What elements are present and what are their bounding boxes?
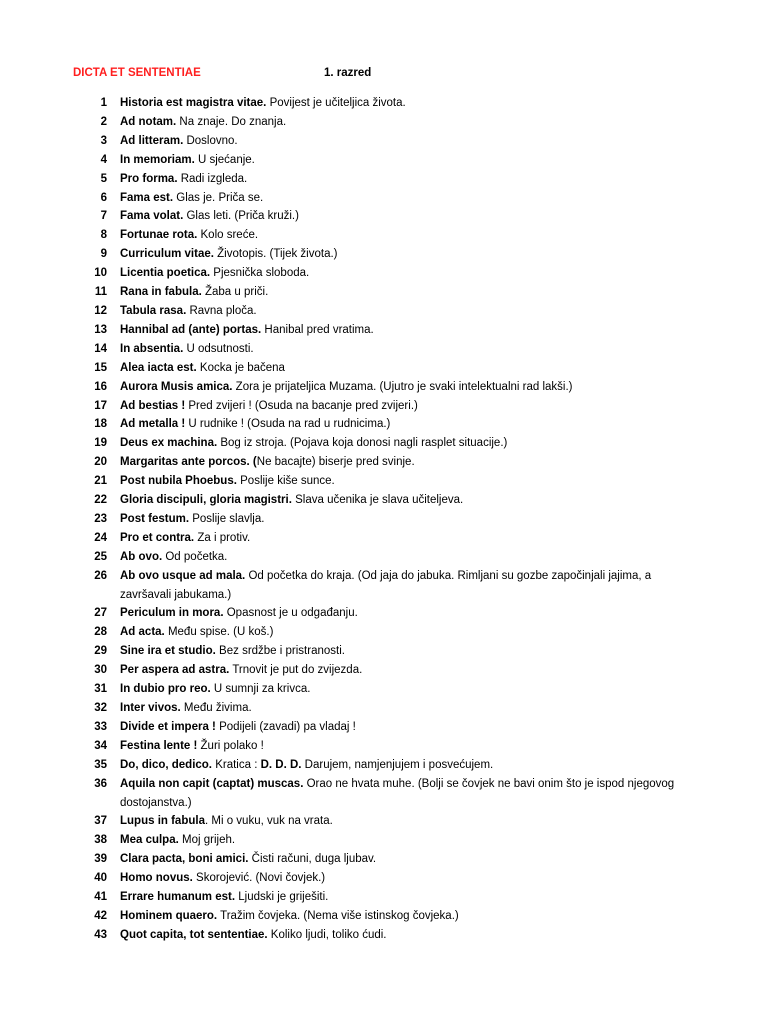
item-number: 31 (94, 683, 107, 696)
item-number: 11 (94, 286, 107, 299)
item-number: 33 (94, 720, 107, 733)
item-text (120, 907, 695, 926)
item-text (120, 207, 695, 226)
latin-phrase: Ad litteram. (120, 134, 184, 147)
list-item (0, 189, 768, 208)
latin-phrase: Aquila non capit (captat) muscas. (120, 777, 304, 790)
latin-phrase: Post festum. (120, 512, 190, 525)
translation: U rudnike ! (Osuda na rad u rudnicima.) (185, 418, 391, 431)
latin-phrase: Pro et contra. (120, 531, 195, 544)
item-number: 26 (94, 569, 107, 582)
latin-phrase: Ab ovo. (120, 550, 163, 563)
list-item (0, 94, 768, 113)
item-number: 6 (100, 191, 107, 204)
item-text (120, 151, 695, 170)
list-item (0, 623, 768, 642)
latin-phrase: Ad acta. (120, 626, 165, 639)
latin-phrase: Ad metalla ! (120, 418, 186, 431)
item-number: 2 (100, 115, 107, 128)
item-text (120, 434, 695, 453)
item-number: 18 (94, 418, 107, 431)
translation: Kolo sreće. (197, 229, 259, 242)
list-item (0, 737, 768, 756)
item-number: 14 (94, 342, 107, 355)
latin-phrase: Fama volat. (120, 210, 184, 223)
latin-phrase: Rana in fabula. (120, 286, 202, 299)
translation: Zora je prijateljica Muzama. (Ujutro je svaki intelektualni rad lakši.) (232, 380, 573, 393)
translation: Za i protiv. (194, 531, 251, 544)
list-item (0, 812, 768, 831)
translation: Bog iz stroja. (Pojava koja donosi nagli rasplet situacije.) (217, 437, 508, 450)
list-item (0, 340, 768, 359)
item-text (120, 812, 695, 831)
list-item (0, 869, 768, 888)
translation: Radi izgleda. (177, 172, 248, 185)
list-item (0, 529, 768, 548)
document-header (73, 67, 693, 83)
item-number: 21 (94, 475, 107, 488)
item-number: 16 (94, 380, 107, 393)
latin-phrase: In dubio pro reo. (120, 683, 211, 696)
item-number: 12 (94, 304, 107, 317)
translation: Bez srdžbe i pristranosti. (215, 645, 345, 658)
latin-phrase: Gloria discipuli, gloria magistri. (120, 494, 292, 507)
item-text (120, 132, 695, 151)
list-item (0, 132, 768, 151)
latin-phrase: Ab ovo usque ad mala. (120, 569, 246, 582)
latin-phrase: Margaritas ante porcos. ( (120, 456, 257, 469)
item-number: 39 (94, 853, 107, 866)
item-number: 40 (94, 872, 107, 885)
translation: Opasnost je u odgađanju. (223, 607, 358, 620)
translation: Hanibal pred vratima. (261, 323, 374, 336)
translation: Koliko ljudi, toliko ćudi. (267, 928, 387, 941)
grade-label: 1. razred (324, 67, 372, 79)
latin-phrase: Divide et impera ! (120, 720, 216, 733)
translation: Doslovno. (183, 134, 238, 147)
translation: Čisti računi, duga ljubav. (248, 853, 377, 866)
latin-phrase: Lupus in fabula (120, 815, 205, 828)
item-text (120, 680, 695, 699)
item-text (120, 548, 695, 567)
item-text (120, 661, 695, 680)
translation: Ravna ploča. (186, 304, 257, 317)
item-text (120, 604, 695, 623)
translation: Glas leti. (Priča kruži.) (183, 210, 299, 223)
item-text (120, 510, 695, 529)
list-item (0, 207, 768, 226)
list-item (0, 264, 768, 283)
item-number: 41 (94, 891, 107, 904)
item-text (120, 283, 695, 302)
item-text (120, 264, 695, 283)
latin-phrase: Mea culpa. (120, 834, 179, 847)
item-number: 38 (94, 834, 107, 847)
translation: Ne bacajte) biserje pred svinje. (256, 456, 415, 469)
latin-phrase: Hannibal ad (ante) portas. (120, 323, 262, 336)
item-text (120, 245, 695, 264)
list-item (0, 604, 768, 623)
list-item (0, 510, 768, 529)
item-text (120, 415, 695, 434)
translation: Moj grijeh. (178, 834, 236, 847)
item-number: 34 (94, 739, 107, 752)
item-number: 36 (94, 777, 107, 790)
list-item (0, 831, 768, 850)
item-number: 4 (100, 153, 107, 166)
item-text (120, 378, 695, 397)
latin-phrase: In absentia. (120, 342, 184, 355)
list-item (0, 888, 768, 907)
latin-phrase: In memoriam. (120, 153, 195, 166)
item-text (120, 775, 695, 813)
translation: Povijest je učiteljica života. (266, 97, 406, 109)
list-item (0, 453, 768, 472)
item-text (120, 529, 695, 548)
translation: Žuri polako ! (197, 739, 264, 752)
item-number: 25 (94, 550, 107, 563)
item-number: 15 (94, 361, 107, 374)
list-item (0, 472, 768, 491)
latin-phrase: Pro forma. (120, 172, 178, 185)
item-text (120, 453, 695, 472)
translation: Pjesnička sloboda. (210, 267, 310, 280)
item-number: 29 (94, 645, 107, 658)
latin-phrase: Periculum in mora. (120, 607, 224, 620)
list-item (0, 302, 768, 321)
list-item (0, 359, 768, 378)
item-number: 35 (94, 758, 107, 771)
item-number: 30 (94, 664, 107, 677)
item-text (120, 189, 695, 208)
item-number: 28 (94, 626, 107, 639)
translation: Životopis. (Tijek života.) (213, 248, 338, 261)
item-text (120, 737, 695, 756)
translation: Orao ne hvata muhe. (Bolji se čovjek ne bavi onim što je ispod njegovog dostojanstva.) (120, 777, 675, 809)
list-item (0, 548, 768, 567)
translation: U odsutnosti. (183, 342, 254, 355)
latin-phrase: Tabula rasa. (120, 304, 187, 317)
translation: Slava učenika je slava učiteljeva. (291, 494, 464, 507)
item-number: 24 (94, 531, 107, 544)
translation: Podijeli (zavadi) pa vladaj ! (215, 720, 356, 733)
item-number: 9 (100, 248, 107, 261)
latin-phrase: Hominem quaero. (120, 909, 218, 922)
translation: Od početka. (162, 550, 228, 563)
translation: . Mi o vuku, vuk na vrata. (204, 815, 333, 828)
list-item (0, 397, 768, 416)
latin-phrase: Inter vivos. (120, 702, 181, 714)
list-item (0, 226, 768, 245)
item-text (120, 850, 695, 869)
item-text (120, 718, 695, 737)
translation: Glas je. Priča se. (173, 191, 264, 204)
item-number: 37 (94, 815, 107, 828)
latin-phrase: Homo novus. (120, 872, 193, 885)
latin-phrase: Clara pacta, boni amici. (120, 853, 249, 866)
item-number: 23 (94, 512, 107, 525)
list-item (0, 699, 768, 718)
latin-phrase: Aurora Musis amica. (120, 380, 233, 393)
item-number: 17 (94, 399, 107, 412)
latin-phrase: Deus ex machina. (120, 437, 218, 450)
list-item (0, 926, 768, 945)
list-item (0, 642, 768, 661)
item-text (120, 226, 695, 245)
list-item (0, 378, 768, 397)
latin-phrase: Ad bestias ! (120, 399, 186, 412)
list-item (0, 680, 768, 699)
item-text (120, 170, 695, 189)
latin-phrase: Ad notam. (120, 115, 177, 128)
translation: Kratica : (212, 758, 261, 771)
translation: U sumnji za krivca. (210, 683, 311, 696)
item-text (120, 567, 695, 605)
list-item (0, 850, 768, 869)
document-title: DICTA ET SENTENTIAE (73, 67, 201, 79)
item-number: 3 (100, 134, 107, 147)
item-number: 20 (94, 456, 107, 469)
list-item (0, 491, 768, 510)
item-number: 13 (94, 323, 107, 336)
item-text (120, 302, 695, 321)
item-text (120, 397, 695, 416)
latin-phrase: Per aspera ad astra. (120, 664, 230, 677)
item-text (120, 831, 695, 850)
latin-phrase: Do, dico, dedico. (120, 758, 213, 771)
abbreviation: D. D. D. (260, 758, 302, 771)
item-text (120, 340, 695, 359)
latin-phrase: Quot capita, tot sententiae. (120, 928, 268, 941)
item-number: 42 (94, 909, 107, 922)
item-number: 27 (94, 607, 107, 620)
item-number: 43 (94, 928, 107, 941)
item-number: 22 (94, 494, 107, 507)
list-item (0, 321, 768, 340)
list-item (0, 151, 768, 170)
item-text (120, 94, 695, 113)
latin-phrase: Historia est magistra vitae. (120, 97, 267, 109)
item-text (120, 888, 695, 907)
list-item (0, 283, 768, 302)
translation: Poslije slavlja. (189, 512, 265, 525)
item-text (120, 623, 695, 642)
latin-phrase: Alea iacta est. (120, 361, 197, 374)
latin-phrase: Errare humanum est. (120, 891, 236, 904)
latin-phrase: Fortunae rota. (120, 229, 198, 242)
translation: Tražim čovjeka. (Nema više istinskog čovjeka.) (217, 909, 459, 922)
item-number: 32 (94, 702, 107, 714)
translation: Kocka je bačena (196, 361, 285, 374)
latin-phrase: Sine ira et studio. (120, 645, 216, 658)
translation-extra: Darujem, namjenjujem i posvećujem. (301, 758, 494, 771)
list-item (0, 756, 768, 775)
latin-phrase: Fama est. (120, 191, 174, 204)
item-text (120, 359, 695, 378)
translation: Trnovit je put do zvijezda. (229, 664, 363, 677)
translation: Od početka do kraja. (Od jaja do jabuka. Rimljani su gozbe započinjali jajima, a završavali jabukama.) (120, 569, 652, 601)
sayings-list (0, 94, 768, 945)
item-number: 8 (100, 229, 107, 242)
latin-phrase: Post nubila Phoebus. (120, 475, 237, 488)
item-text (120, 321, 695, 340)
list-item (0, 661, 768, 680)
translation: U sjećanje. (194, 153, 255, 166)
latin-phrase: Festina lente ! (120, 739, 198, 752)
translation: Poslije kiše sunce. (236, 475, 335, 488)
item-number: 5 (100, 172, 107, 185)
translation: Ljudski je griješiti. (235, 891, 329, 904)
list-item (0, 170, 768, 189)
item-number: 7 (100, 210, 107, 223)
item-text (120, 869, 695, 888)
list-item (0, 907, 768, 926)
item-text (120, 926, 695, 945)
translation: Među spise. (U koš.) (164, 626, 274, 639)
list-item (0, 567, 768, 605)
translation: Žaba u priči. (201, 286, 269, 299)
list-item (0, 245, 768, 264)
item-number: 19 (94, 437, 107, 450)
list-item (0, 718, 768, 737)
item-number: 10 (94, 267, 107, 280)
translation: Skorojević. (Novi čovjek.) (192, 872, 326, 885)
list-item (0, 434, 768, 453)
latin-phrase: Licentia poetica. (120, 267, 211, 280)
list-item (0, 775, 768, 813)
item-text (120, 113, 695, 132)
translation: Pred zvijeri ! (Osuda na bacanje pred zvijeri.) (185, 399, 418, 412)
item-text (120, 756, 695, 775)
translation: Na znaje. Do znanja. (176, 115, 287, 128)
item-text (120, 642, 695, 661)
item-text (120, 699, 695, 718)
item-text (120, 472, 695, 491)
item-text (120, 491, 695, 510)
list-item (0, 415, 768, 434)
list-item (0, 113, 768, 132)
item-number: 1 (100, 97, 107, 109)
latin-phrase: Curriculum vitae. (120, 248, 214, 261)
translation: Među živima. (180, 702, 252, 714)
